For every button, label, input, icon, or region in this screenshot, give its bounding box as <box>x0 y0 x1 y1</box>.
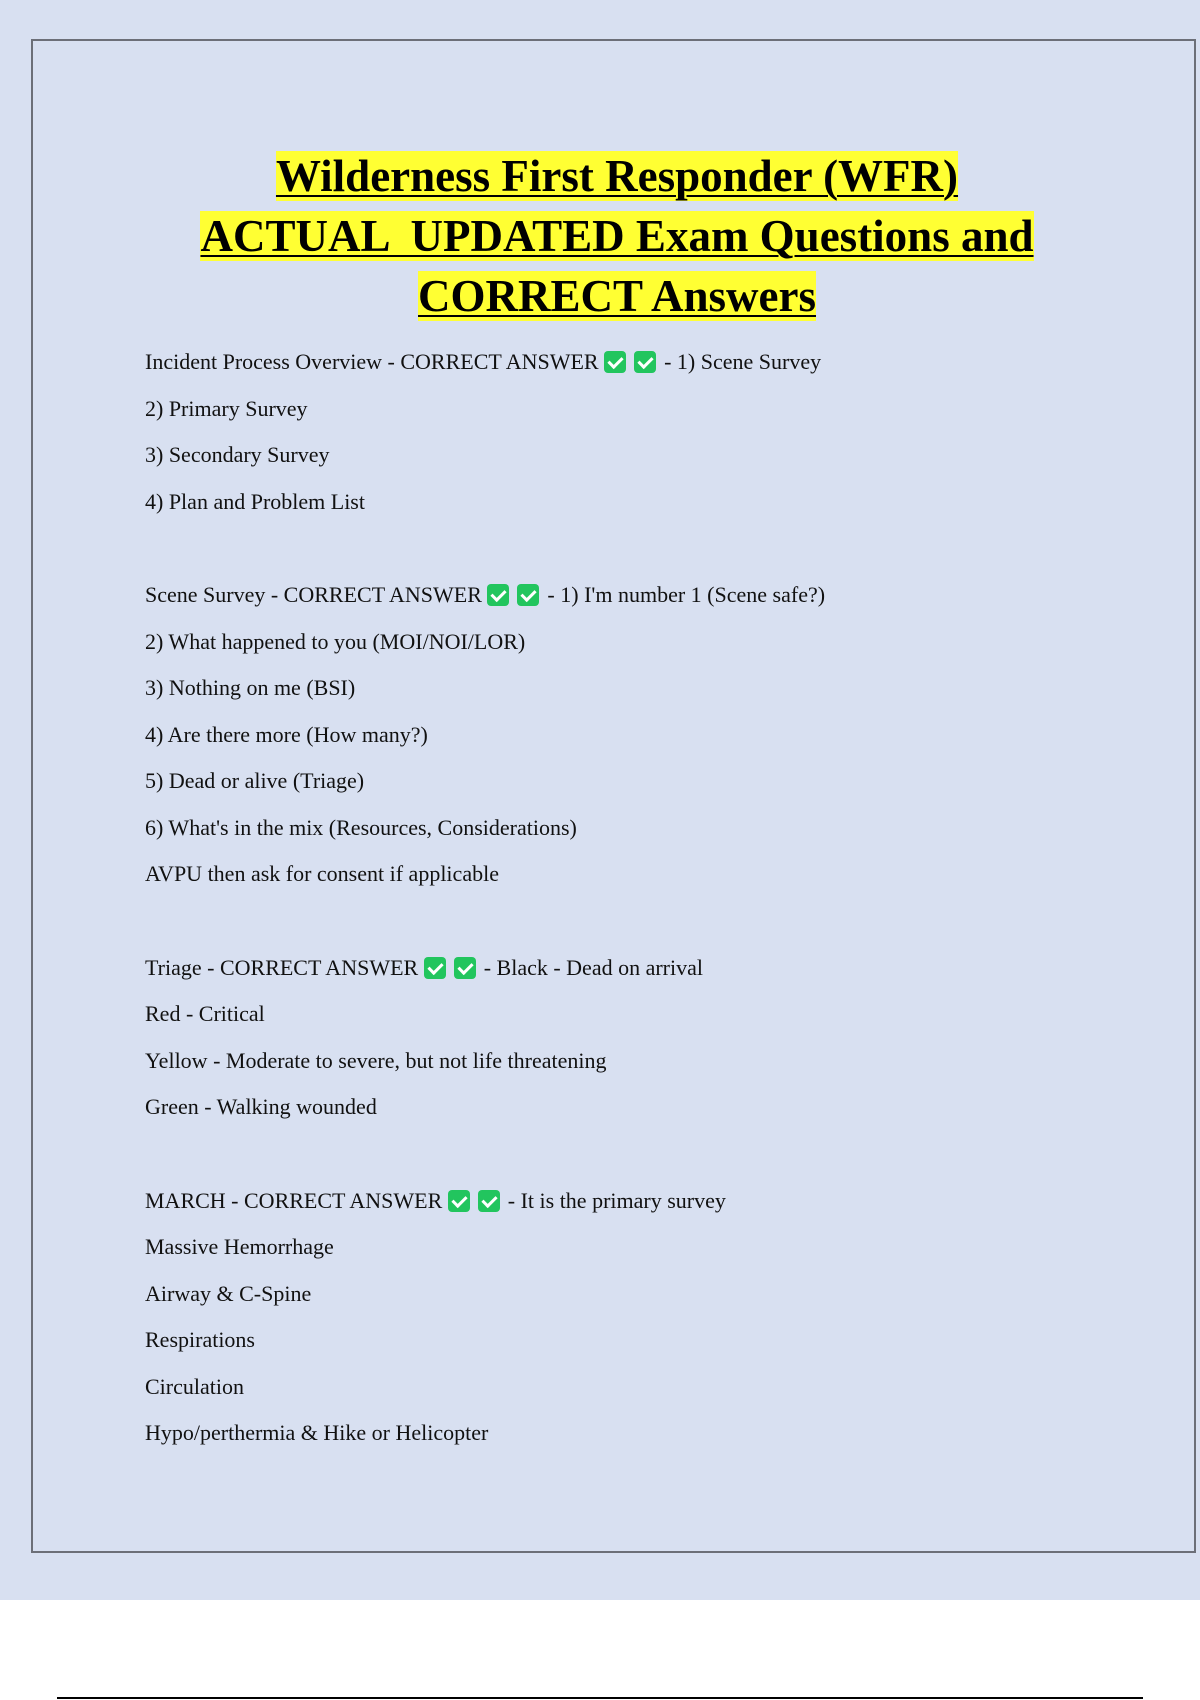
answer-line: Green - Walking wounded <box>145 1094 377 1119</box>
check-mark-icon <box>604 351 626 373</box>
footer-rule <box>57 1697 1143 1699</box>
qa-block-march <box>145 1183 1125 1462</box>
qa-block-triage <box>145 950 1125 1136</box>
check-mark-icon <box>424 957 446 979</box>
answer-line: 4) Are there more (How many?) <box>145 721 428 747</box>
question-term: Scene Survey - CORRECT ANSWER <box>145 582 482 607</box>
check-mark-icon <box>634 351 656 373</box>
question-line <box>145 344 1125 391</box>
answer-line: Airway & C-Spine <box>145 1280 312 1306</box>
answer-line: 2) Primary Survey <box>145 395 308 421</box>
answer-text: - It is the primary survey <box>507 1187 726 1213</box>
answer-line: Yellow - Moderate to severe, but not life threatening <box>145 1047 607 1073</box>
check-mark-icon <box>454 957 476 979</box>
question-term: Incident Process Overview - CORRECT ANSWER <box>145 349 599 374</box>
check-mark-icon <box>478 1190 500 1212</box>
answer-line: 6) What's in the mix (Resources, Considerations) <box>145 814 577 840</box>
answer-line: 3) Secondary Survey <box>145 442 330 467</box>
answer-line: Massive Hemorrhage <box>145 1234 334 1259</box>
question-line <box>145 577 1125 624</box>
title-line-1: Wilderness First Responder (WFR) <box>275 151 959 201</box>
title-line-2: ACTUAL UPDATED Exam Questions and <box>200 211 1034 261</box>
question-line <box>145 1183 1125 1230</box>
answer-line: 5) Dead or alive (Triage) <box>145 768 365 793</box>
answer-text: - 1) I'm number 1 (Scene safe?) <box>547 582 826 607</box>
answer-text: - Black - Dead on arrival <box>483 954 703 980</box>
qa-block-scene-survey <box>145 577 1125 903</box>
qa-block-incident-process <box>145 344 1125 530</box>
answer-line: Hypo/perthermia & Hike or Helicopter <box>145 1420 489 1445</box>
title-line-3: CORRECT Answers <box>418 271 816 321</box>
answer-line: Red - Critical <box>145 1001 265 1026</box>
question-line <box>145 950 1125 997</box>
answer-line: 2) What happened to you (MOI/NOI/LOR) <box>145 628 526 654</box>
answer-line: AVPU then ask for consent if applicable <box>145 861 499 886</box>
document-title <box>120 146 1114 326</box>
answer-line: Respirations <box>145 1327 255 1352</box>
answer-text: - 1) Scene Survey <box>664 349 822 374</box>
qa-content <box>145 344 1125 1509</box>
answer-line: Circulation <box>145 1373 244 1399</box>
check-mark-icon <box>448 1190 470 1212</box>
question-term: MARCH - CORRECT ANSWER <box>145 1187 443 1213</box>
answer-line: 3) Nothing on me (BSI) <box>145 675 356 700</box>
question-term: Triage - CORRECT ANSWER <box>145 954 419 980</box>
check-mark-icon <box>487 584 509 606</box>
check-mark-icon <box>517 584 539 606</box>
answer-line: 4) Plan and Problem List <box>145 488 365 514</box>
